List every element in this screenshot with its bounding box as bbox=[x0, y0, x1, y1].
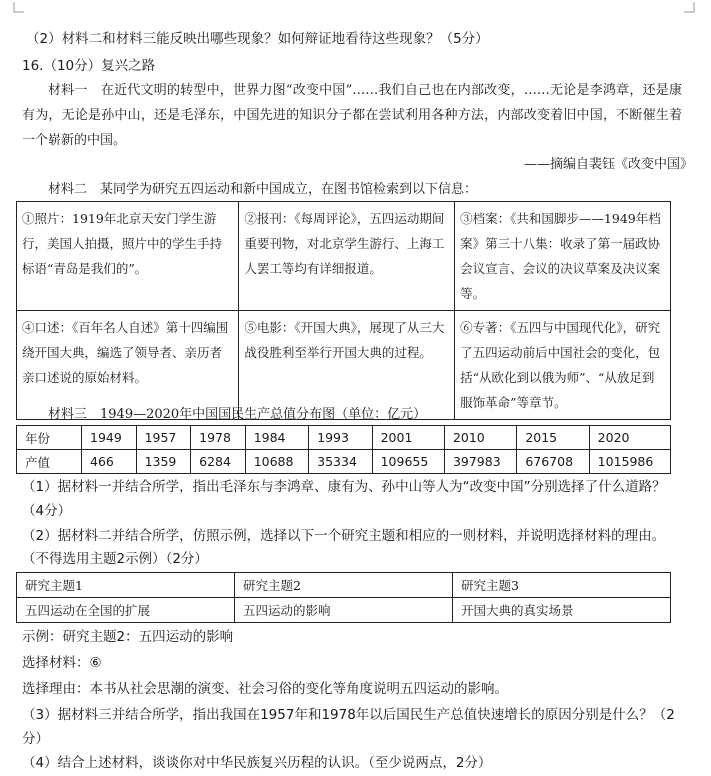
value-cell: 1015986 bbox=[589, 450, 670, 474]
value-cell: 676708 bbox=[517, 450, 589, 474]
topic-header-2: 研究主题2 bbox=[235, 573, 453, 598]
q16-question-1: （1）据材料一并结合所学，指出毛泽东与李鸿章、康有为、孙中山等人为“改变中国”分别选择了什么道路？ bbox=[22, 479, 666, 495]
year-cell: 2020 bbox=[589, 426, 670, 450]
year-cell: 1949 bbox=[82, 426, 137, 450]
value-label: 产值 bbox=[17, 450, 82, 474]
material2-cell-2: ②报刊：《每周评论》，五四运动期间重要刊物，对北京学生游行、上海工人罢工等均有详细报道。 bbox=[239, 202, 455, 311]
year-cell: 1993 bbox=[309, 426, 372, 450]
topic-header-3: 研究主题3 bbox=[453, 573, 671, 598]
value-cell: 109655 bbox=[372, 450, 444, 474]
value-cell: 6284 bbox=[191, 450, 246, 474]
table-row bbox=[17, 573, 671, 598]
value-cell: 10688 bbox=[245, 450, 308, 474]
crop-mark-top-left bbox=[10, 2, 24, 16]
table-row bbox=[17, 598, 671, 623]
year-cell: 2001 bbox=[372, 426, 444, 450]
year-cell: 1957 bbox=[136, 426, 191, 450]
q16-question-3-line2: 分） bbox=[22, 731, 49, 747]
crop-mark-top-right bbox=[684, 2, 698, 16]
material1-paragraph bbox=[22, 78, 682, 153]
q16-question-3-line1: （3）据材料三并结合所学，指出我国在1957年和1978年以后国民生产总值快速增长的原因分别是什么？（2 bbox=[22, 707, 675, 723]
topics-table bbox=[16, 572, 671, 623]
value-cell: 397983 bbox=[444, 450, 516, 474]
reason-text: 选择理由：本书从社会思潮的演变、社会习俗的变化等角度说明五四运动的影响。 bbox=[22, 681, 508, 697]
topic-header-1: 研究主题1 bbox=[17, 573, 235, 598]
q16-question-2-line2: （不得选用主题2示例）（2分） bbox=[22, 551, 208, 567]
material2-table bbox=[16, 201, 671, 420]
material3-table bbox=[16, 425, 671, 474]
material2-cell-1: ①照片：1919年北京天安门学生游行，美国人拍摄，照片中的学生手持标语“青岛是我们的”。 bbox=[17, 202, 239, 311]
material2-cell-3: ③档案：《共和国脚步——1949年档案》第三十八集：收录了第一届政协会议宣言、会议的决议草案及决议案等。 bbox=[455, 202, 671, 311]
value-cell: 466 bbox=[82, 450, 137, 474]
material1-source: ——摘编自裴钰《改变中国》 bbox=[523, 157, 693, 172]
year-cell: 2015 bbox=[517, 426, 589, 450]
topic-body-3: 开国大典的真实场景 bbox=[453, 598, 671, 623]
material2-cell-4: ④口述：《百年名人自述》第十四编围绕开国大典，编选了领导者、亲历者亲口述说的原始材料。 bbox=[17, 311, 239, 420]
year-cell: 1984 bbox=[245, 426, 308, 450]
year-cell: 2010 bbox=[444, 426, 516, 450]
material3-title: 材料三 1949—2020年中国国民生产总值分布图（单位：亿元） bbox=[48, 407, 427, 422]
material1-label: 材料一 bbox=[48, 83, 88, 98]
table-row bbox=[17, 426, 671, 450]
topic-body-2: 五四运动的影响 bbox=[235, 598, 453, 623]
q15-part2-text: （2）材料二和材料三能反映出哪些现象？如何辩证地看待这些现象？（5分） bbox=[26, 31, 489, 47]
choice-text: 选择材料：⑥ bbox=[22, 655, 102, 671]
material1-text: 在近代文明的转型中，世界力图“改变中国”……我们自己也在内部改变，……无论是李鸿章，还是康有为，无论是孙中山，还是毛泽东，中国先进的知识分子都在尝试利用各种方法，内部改变着旧中国，不断催生着一个崭新的中国。 bbox=[22, 83, 682, 148]
q16-question-2-line1: （2）据材料二并结合所学，仿照示例，选择以下一个研究主题和相应的一则材料，并说明选择材料的理由。 bbox=[22, 528, 666, 544]
q16-title: 16.（10分）复兴之路 bbox=[22, 58, 156, 74]
value-cell: 35334 bbox=[309, 450, 372, 474]
table-row bbox=[17, 202, 671, 311]
q16-question-1-score: （4分） bbox=[22, 503, 72, 519]
material2-cell-5: ⑤电影：《开国大典》，展现了从三大战役胜利至举行开国大典的过程。 bbox=[239, 311, 455, 420]
year-cell: 1978 bbox=[191, 426, 246, 450]
year-label: 年份 bbox=[17, 426, 82, 450]
q16-question-4: （4）结合上述材料，谈谈你对中华民族复兴历程的认识。（至少说两点，2分） bbox=[22, 755, 492, 771]
value-cell: 1359 bbox=[136, 450, 191, 474]
material2-cell-6: ⑥专著：《五四与中国现代化》，研究了五四运动前后中国社会的变化，包括“从欧化到以俄为师”、“从放足到服饰革命”等章节。 bbox=[455, 311, 671, 420]
table-row bbox=[17, 450, 671, 474]
topic-body-1: 五四运动在全国的扩展 bbox=[17, 598, 235, 623]
example-text: 示例：研究主题2：五四运动的影响 bbox=[22, 629, 234, 645]
material2-intro: 材料二 某同学为研究五四运动和新中国成立，在图书馆检索到以下信息： bbox=[48, 182, 478, 197]
